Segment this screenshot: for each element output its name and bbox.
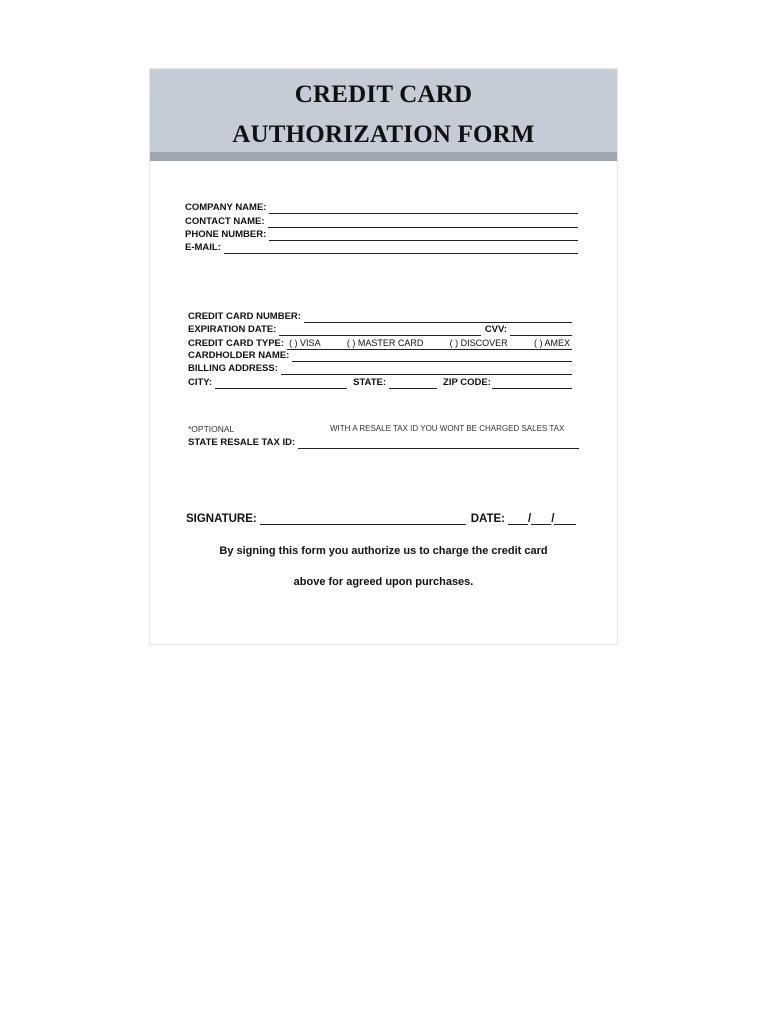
discover-option[interactable]: ( ) DISCOVER [449, 338, 508, 348]
card-type-options [287, 337, 572, 350]
date-label: DATE: [470, 513, 505, 525]
expiration-row [188, 324, 572, 336]
card-number-line[interactable] [304, 313, 572, 323]
resale-tax-label: STATE RESALE TAX ID: [188, 437, 296, 448]
form-title-line2: AUTHORIZATION FORM [232, 121, 535, 148]
date-month-line[interactable] [508, 513, 528, 525]
form-title-line1: CREDIT CARD [294, 81, 473, 108]
signature-row [186, 513, 578, 525]
banner-divider [150, 152, 617, 161]
date-year-line[interactable] [554, 513, 576, 525]
zip-label: ZIP CODE: [443, 377, 491, 388]
amex-option[interactable]: ( ) AMEX [533, 338, 570, 348]
billing-address-line[interactable] [281, 365, 572, 375]
company-name-field[interactable] [185, 202, 578, 214]
visa-option[interactable]: ( ) VISA [289, 338, 321, 348]
authorization-note-line1: By signing this form you authorize us to charge the credit card [219, 545, 548, 557]
authorization-note-line2: above for agreed upon purchases. [293, 576, 474, 588]
city-state-zip-row [188, 377, 572, 389]
phone-number-line[interactable] [269, 231, 578, 241]
billing-address-field[interactable] [188, 363, 572, 375]
email-line[interactable] [224, 244, 578, 254]
card-type-label: CREDIT CARD TYPE: [188, 338, 285, 349]
card-type-row [188, 337, 572, 350]
company-name-line[interactable] [269, 204, 578, 214]
contact-name-field[interactable] [185, 216, 578, 228]
city-label: CITY: [188, 377, 213, 388]
resale-tax-notice: WITH A RESALE TAX ID YOU WONT BE CHARGED SALES TAX [330, 424, 565, 433]
resale-tax-field[interactable] [188, 437, 579, 449]
card-number-field[interactable] [188, 311, 572, 323]
state-line[interactable] [389, 379, 437, 389]
cardholder-field[interactable] [188, 350, 572, 362]
title-banner [150, 69, 617, 152]
state-label: STATE: [353, 377, 387, 388]
cardholder-label: CARDHOLDER NAME: [188, 350, 290, 361]
email-label: E-MAIL: [185, 242, 221, 253]
date-separator-2: / [551, 513, 555, 525]
signature-line[interactable] [260, 513, 466, 525]
expiration-line[interactable] [279, 326, 480, 336]
cvv-line[interactable] [510, 326, 572, 336]
billing-address-label: BILLING ADDRESS: [188, 363, 278, 374]
date-separator-1: / [527, 513, 532, 525]
date-day-line[interactable] [531, 513, 551, 525]
optional-note: *OPTIONAL [188, 424, 235, 434]
cvv-label: CVV: [484, 324, 507, 335]
mastercard-option[interactable]: ( ) MASTER CARD [346, 338, 424, 348]
form-sheet [149, 68, 618, 645]
card-number-label: CREDIT CARD NUMBER: [188, 311, 301, 322]
city-line[interactable] [215, 379, 347, 389]
phone-number-field[interactable] [185, 229, 578, 241]
expiration-label: EXPIRATION DATE: [188, 324, 277, 335]
phone-number-label: PHONE NUMBER: [185, 229, 267, 240]
signature-label: SIGNATURE: [186, 513, 257, 525]
zip-line[interactable] [492, 379, 572, 389]
contact-name-line[interactable] [268, 218, 578, 228]
email-field[interactable] [185, 242, 578, 254]
company-name-label: COMPANY NAME: [185, 202, 267, 213]
resale-tax-line[interactable] [298, 439, 579, 449]
contact-name-label: CONTACT NAME: [185, 216, 265, 227]
cardholder-line[interactable] [292, 352, 572, 362]
